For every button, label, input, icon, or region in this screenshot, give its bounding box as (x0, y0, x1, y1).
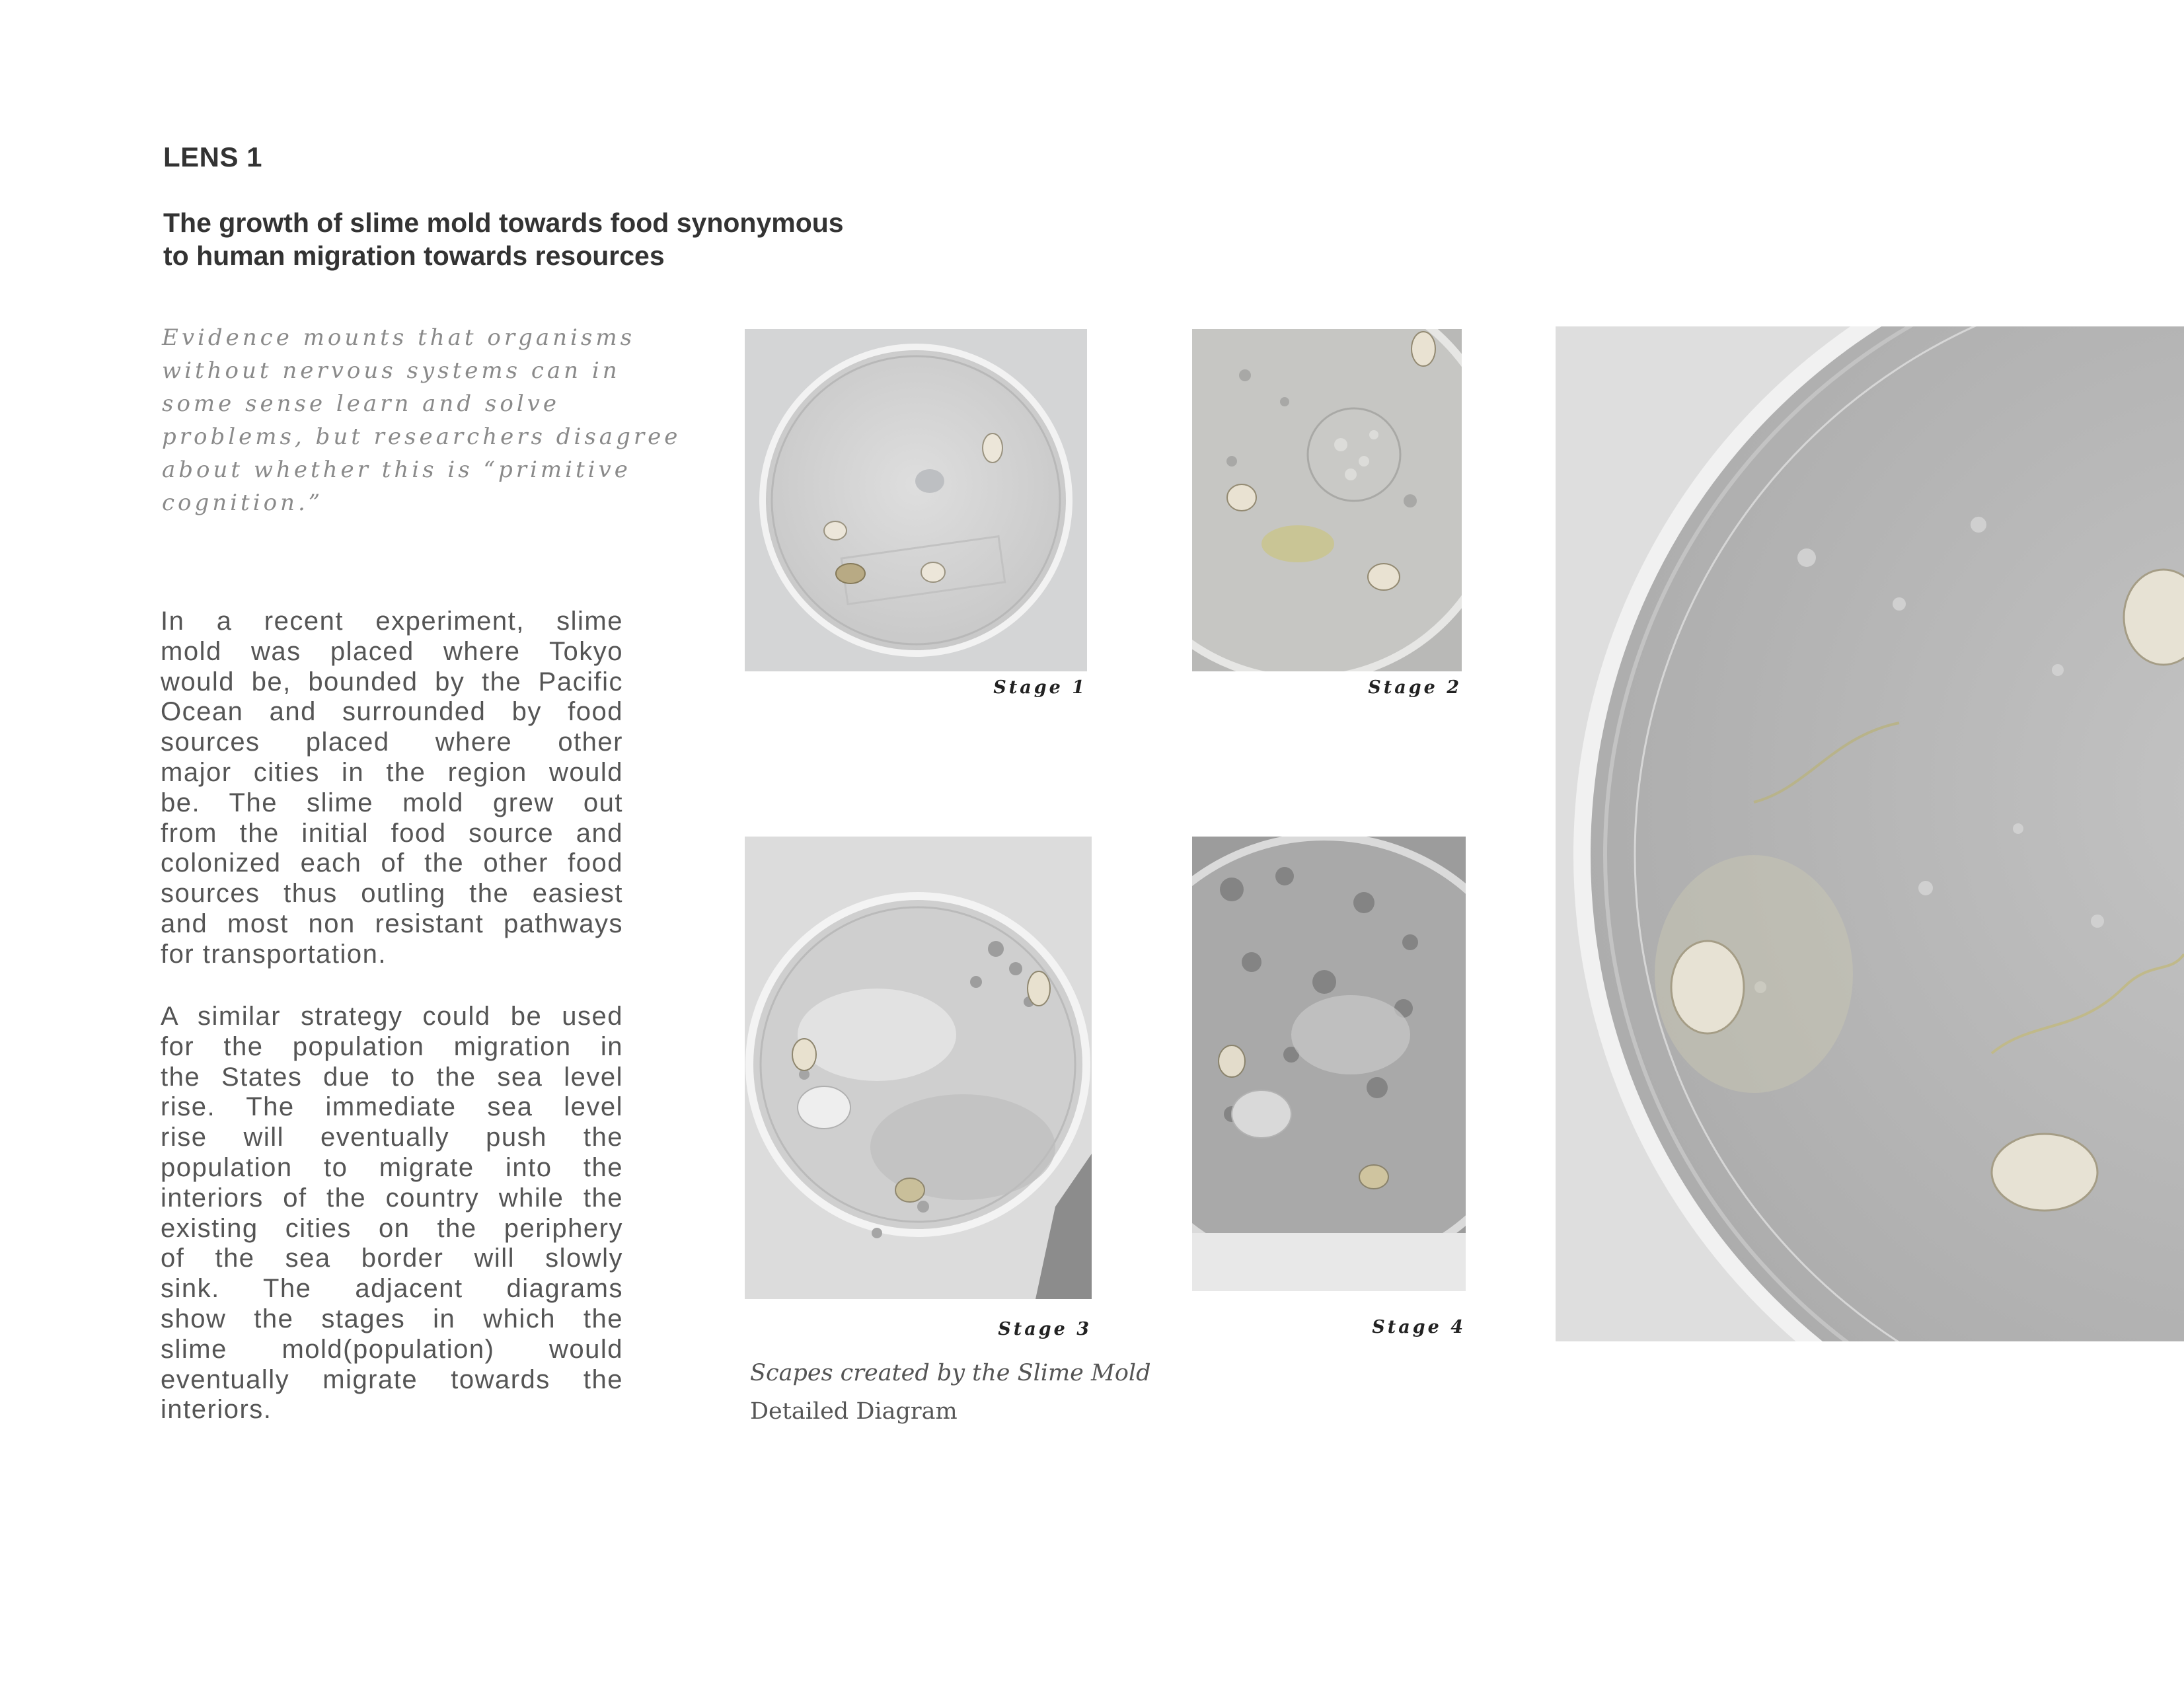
page-title (163, 206, 923, 272)
stage-label-1: Stage 1 (993, 677, 1087, 698)
figure-caption: Scapes created by the Slime Mold (750, 1360, 1151, 1386)
figure-subcaption: Detailed Diagram (750, 1398, 958, 1425)
body-line: interiors of the country while the (161, 1183, 623, 1213)
body-line: sources placed where other (161, 728, 623, 757)
quote-line: cognition.” (162, 490, 324, 516)
body-line: show the stages in which the (161, 1304, 623, 1333)
body-line: mold was placed where Tokyo (161, 636, 623, 666)
petri-dish-closeup-image (1556, 326, 2184, 1341)
body-line: and most non resistant pathways (161, 909, 623, 938)
stage-label-2: Stage 2 (1368, 677, 1462, 698)
body-line: slime mold(population) would (161, 1334, 623, 1364)
body-line: existing cities on the periphery (161, 1213, 623, 1243)
body-line: of the sea border will slowly (161, 1244, 623, 1273)
body-line: for the population migration in (161, 1031, 623, 1061)
body-line: Ocean and surrounded by food (161, 697, 623, 727)
petri-dish-image (745, 329, 1087, 671)
body-line: colonized each of the other food (161, 848, 623, 878)
body-line: for transportation. (161, 939, 387, 969)
body-line: from the initial food source and (161, 818, 623, 848)
body-line: interiors. (161, 1395, 272, 1425)
title-line: The growth of slime mold towards food synonymous (163, 207, 844, 238)
stage-label-4: Stage 4 (1372, 1317, 1466, 1337)
body-line: rise will eventually push the (161, 1123, 623, 1152)
body-line: rise. The immediate sea level (161, 1092, 623, 1122)
body-line: be. The slime mold grew out (161, 788, 623, 817)
quote-line: problems, but researchers disagree (162, 424, 681, 450)
body-line: eventually migrate towards the (161, 1365, 623, 1394)
stage-3-photo (745, 837, 1092, 1299)
stage-4-photo (1192, 837, 1466, 1291)
quote-line: some sense learn and solve (162, 391, 560, 417)
petri-dish-image (745, 837, 1092, 1299)
petri-dish-image (1192, 329, 1462, 671)
stage-2-photo (1192, 329, 1462, 671)
title-line: to human migration towards resources (163, 241, 665, 271)
body-line: population to migrate into the (161, 1152, 623, 1182)
quote-line: Evidence mounts that organisms (162, 324, 636, 351)
body-line: In a recent experiment, slime (161, 607, 623, 636)
body-line: would be, bounded by the Pacific (161, 667, 623, 696)
body-line: A similar strategy could be used (161, 1002, 623, 1031)
quote-line: about whether this is “primitive (162, 457, 631, 483)
petri-dish-image (1192, 837, 1466, 1291)
body-line: sources thus outling the easiest (161, 879, 623, 909)
detailed-diagram-photo (1556, 326, 2184, 1341)
body-line: sink. The adjacent diagrams (161, 1274, 623, 1304)
stage-label-3: Stage 3 (998, 1319, 1092, 1339)
section-label: LENS 1 (163, 141, 263, 172)
pull-quote (162, 321, 681, 519)
body-line: the States due to the sea level (161, 1062, 623, 1092)
stage-1-photo (745, 329, 1087, 671)
quote-line: without nervous systems can in (162, 357, 621, 384)
body-paragraph-2 (161, 1002, 623, 1425)
body-paragraph-1 (161, 607, 623, 970)
body-line: major cities in the region would (161, 757, 623, 787)
